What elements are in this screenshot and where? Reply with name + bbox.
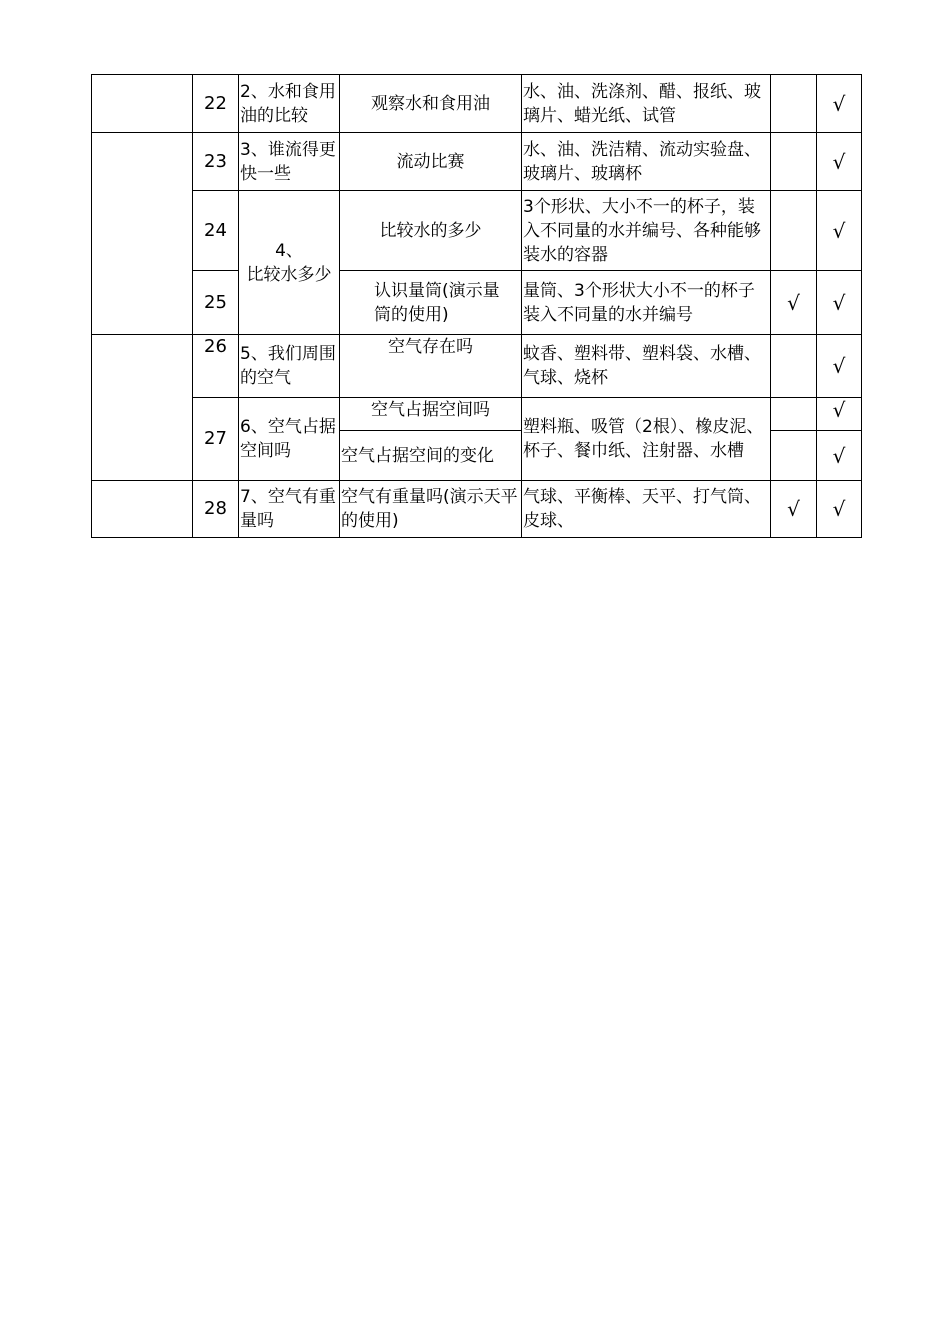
materials-list: 蚊香、塑料带、塑料袋、水槽、气球、烧杯 xyxy=(522,335,771,398)
lesson-topic: 空气占据空间的变化 xyxy=(340,431,522,481)
table-row xyxy=(92,75,862,133)
demo-check: √ xyxy=(771,481,817,538)
unit-title: 5、我们周围的空气 xyxy=(239,335,340,398)
demo-check xyxy=(771,75,817,133)
group-check: √ xyxy=(817,335,862,398)
lesson-topic: 空气占据空间吗 xyxy=(340,398,522,431)
unit-title xyxy=(239,191,340,335)
demo-check xyxy=(771,191,817,271)
chapter-cell xyxy=(92,133,193,335)
demo-check xyxy=(771,133,817,191)
demo-check xyxy=(771,431,817,481)
lesson-number: 26 xyxy=(193,335,239,398)
lesson-number: 23 xyxy=(193,133,239,191)
demo-check xyxy=(771,335,817,398)
materials-list: 水、油、洗涤剂、醋、报纸、玻璃片、蜡光纸、试管 xyxy=(522,75,771,133)
materials-list: 量筒、3个形状大小不一的杯子装入不同量的水并编号 xyxy=(522,271,771,335)
materials-list: 水、油、洗洁精、流动实验盘、玻璃片、玻璃杯 xyxy=(522,133,771,191)
chapter-cell xyxy=(92,481,193,538)
lesson-topic: 比较水的多少 xyxy=(340,191,522,271)
table-row xyxy=(92,133,862,191)
lesson-number: 27 xyxy=(193,398,239,481)
chapter-cell xyxy=(92,335,193,481)
table-row xyxy=(92,398,862,431)
experiment-schedule-table xyxy=(91,74,862,538)
lesson-number: 28 xyxy=(193,481,239,538)
unit-title: 3、谁流得更快一些 xyxy=(239,133,340,191)
group-check: √ xyxy=(817,431,862,481)
group-check: √ xyxy=(817,191,862,271)
lesson-topic: 流动比赛 xyxy=(340,133,522,191)
demo-check: √ xyxy=(771,271,817,335)
table-row xyxy=(92,481,862,538)
table-row xyxy=(92,271,862,335)
group-check: √ xyxy=(817,75,862,133)
demo-check xyxy=(771,398,817,431)
materials-list: 3个形状、大小不一的杯子，装入不同量的水并编号、各种能够装水的容器 xyxy=(522,191,771,271)
lesson-topic: 空气存在吗 xyxy=(340,335,522,398)
unit-title-line-2: 比较水多少 xyxy=(246,264,332,285)
lesson-number: 22 xyxy=(193,75,239,133)
lesson-number: 24 xyxy=(193,191,239,271)
group-check: √ xyxy=(817,271,862,335)
lesson-topic: 认识量筒(演示量筒的使用) xyxy=(340,271,522,335)
materials-list: 气球、平衡棒、天平、打气筒、皮球、 xyxy=(522,481,771,538)
lesson-number: 25 xyxy=(193,271,239,335)
group-check: √ xyxy=(817,133,862,191)
table-row xyxy=(92,335,862,398)
chapter-cell xyxy=(92,75,193,133)
lesson-topic: 观察水和食用油 xyxy=(340,75,522,133)
group-check: √ xyxy=(817,398,862,431)
materials-list: 塑料瓶、吸管（2根）、橡皮泥、杯子、餐巾纸、注射器、水槽 xyxy=(522,398,771,481)
table-row xyxy=(92,191,862,271)
unit-title-line-1: 4、 xyxy=(275,240,303,261)
unit-title: 2、水和食用油的比较 xyxy=(239,75,340,133)
lesson-topic: 空气有重量吗(演示天平的使用) xyxy=(340,481,522,538)
group-check: √ xyxy=(817,481,862,538)
unit-title: 6、空气占据空间吗 xyxy=(239,398,340,481)
unit-title: 7、空气有重量吗 xyxy=(239,481,340,538)
